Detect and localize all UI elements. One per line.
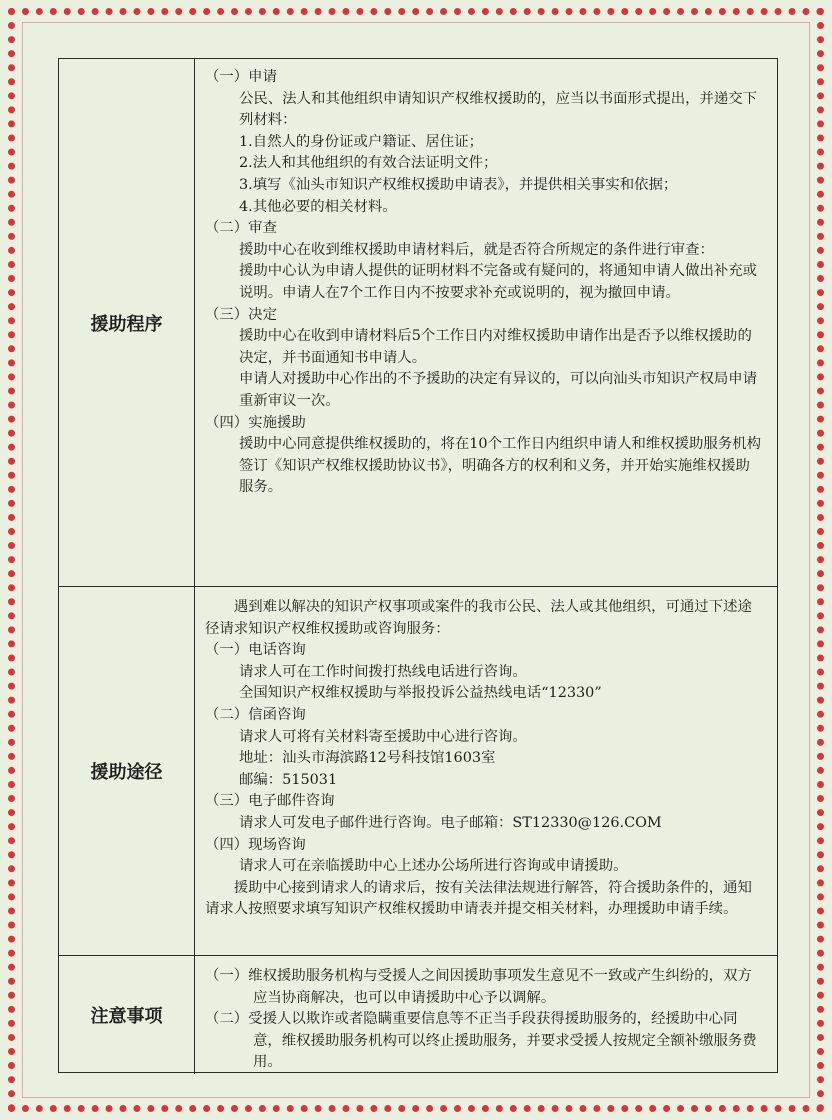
step-heading: （一）电话咨询 [205,642,306,659]
step-text: 援助中心在收到申请材料后5个工作日内对维权援助申请作出是否予以维权援助的决定，并书面通知书申请人。 [239,328,752,366]
section-content [195,956,777,1074]
step-text: 邮编：515031 [239,771,338,788]
step-text: 请求人可在工作时间拨打热线电话进行咨询。 [239,663,527,680]
note-item: （一）维权援助服务机构与受援人之间因援助事项发生意见不一致或产生纠纷的，双方应当协商解决，也可以申请援助中心予以调解。 [205,968,752,1006]
section-label: 援助途径 [59,587,195,955]
step-heading: （四）实施援助 [205,414,306,431]
outro-text: 援助中心接到请求人的请求后，按有关法律法规进行解答，符合援助条件的，通知请求人按照要求填写知识产权维权援助申请表并提交相关材料，办理援助申请手续。 [205,879,752,918]
step-text: 请求人可将有关材料寄至援助中心进行咨询。 [239,728,527,745]
section-label: 援助程序 [59,59,195,586]
section-content [195,59,777,586]
step-text: 4.其他必要的相关材料。 [239,198,397,215]
section-notes [59,955,777,1074]
intro-text: 遇到难以解决的知识产权事项或案件的我市公民、法人或其他组织，可通过下述途径请求知识产权维权援助或咨询服务： [205,599,752,637]
step-text: 全国知识产权维权援助与举报投诉公益热线电话“12330” [239,685,602,702]
step-text: 2.法人和其他组织的有效合法证明文件； [239,155,498,172]
section-label: 注意事项 [59,956,195,1074]
step-text: 援助中心认为申请人提供的证明材料不完备或有疑问的，将通知申请人做出补充或说明。申请人在7个工作日内不按要求补充或说明的，视为撤回申请。 [239,263,758,301]
step-text: 地址：汕头市海滨路12号科技馆1603室 [239,750,496,767]
step-text: 3.填写《汕头市知识产权维权援助申请表》，并提供相关事实和依据； [239,176,678,193]
step-heading: （四）现场咨询 [205,836,306,853]
section-content [195,587,777,955]
note-item: （二）受援人以欺诈或者隐瞒重要信息等不正当手段获得援助服务的，经援助中心同意，维权援助服务机构可以终止援助服务，并要求受援人按规定全额补缴服务费用。 [205,1011,757,1071]
step-heading: （三）电子邮件咨询 [205,793,335,810]
step-text: 1.自然人的身份证或户籍证、居住证； [239,133,483,150]
section-procedure [59,59,777,586]
section-channels [59,586,777,955]
step-text: 公民、法人和其他组织申请知识产权维权援助的，应当以书面形式提出，并递交下列材料： [239,90,758,129]
step-heading: （二）信函咨询 [205,706,306,723]
step-heading: （一）申请 [205,69,277,85]
info-table [58,58,778,1073]
step-heading: （三）决定 [205,306,277,323]
step-text: 请求人可在亲临援助中心上述办公场所进行咨询或申请援助。 [239,858,628,875]
step-heading: （二）审查 [205,220,277,237]
step-text: 请求人可发电子邮件进行咨询。电子邮箱：ST12330@126.COM [239,814,662,831]
step-text: 援助中心同意提供维权援助的，将在10个工作日内组织申请人和维权援助服务机构签订《知识产权维权援助协议书》，明确各方的权利和义务，并开始实施维权援助服务。 [239,436,761,496]
step-text: 申请人对援助中心作出的不予援助的决定有异议的，可以向汕头市知识产权局申请重新审议一次。 [239,371,758,409]
step-text: 援助中心在收到维权援助申请材料后，就是否符合所规定的条件进行审查： [239,241,714,258]
